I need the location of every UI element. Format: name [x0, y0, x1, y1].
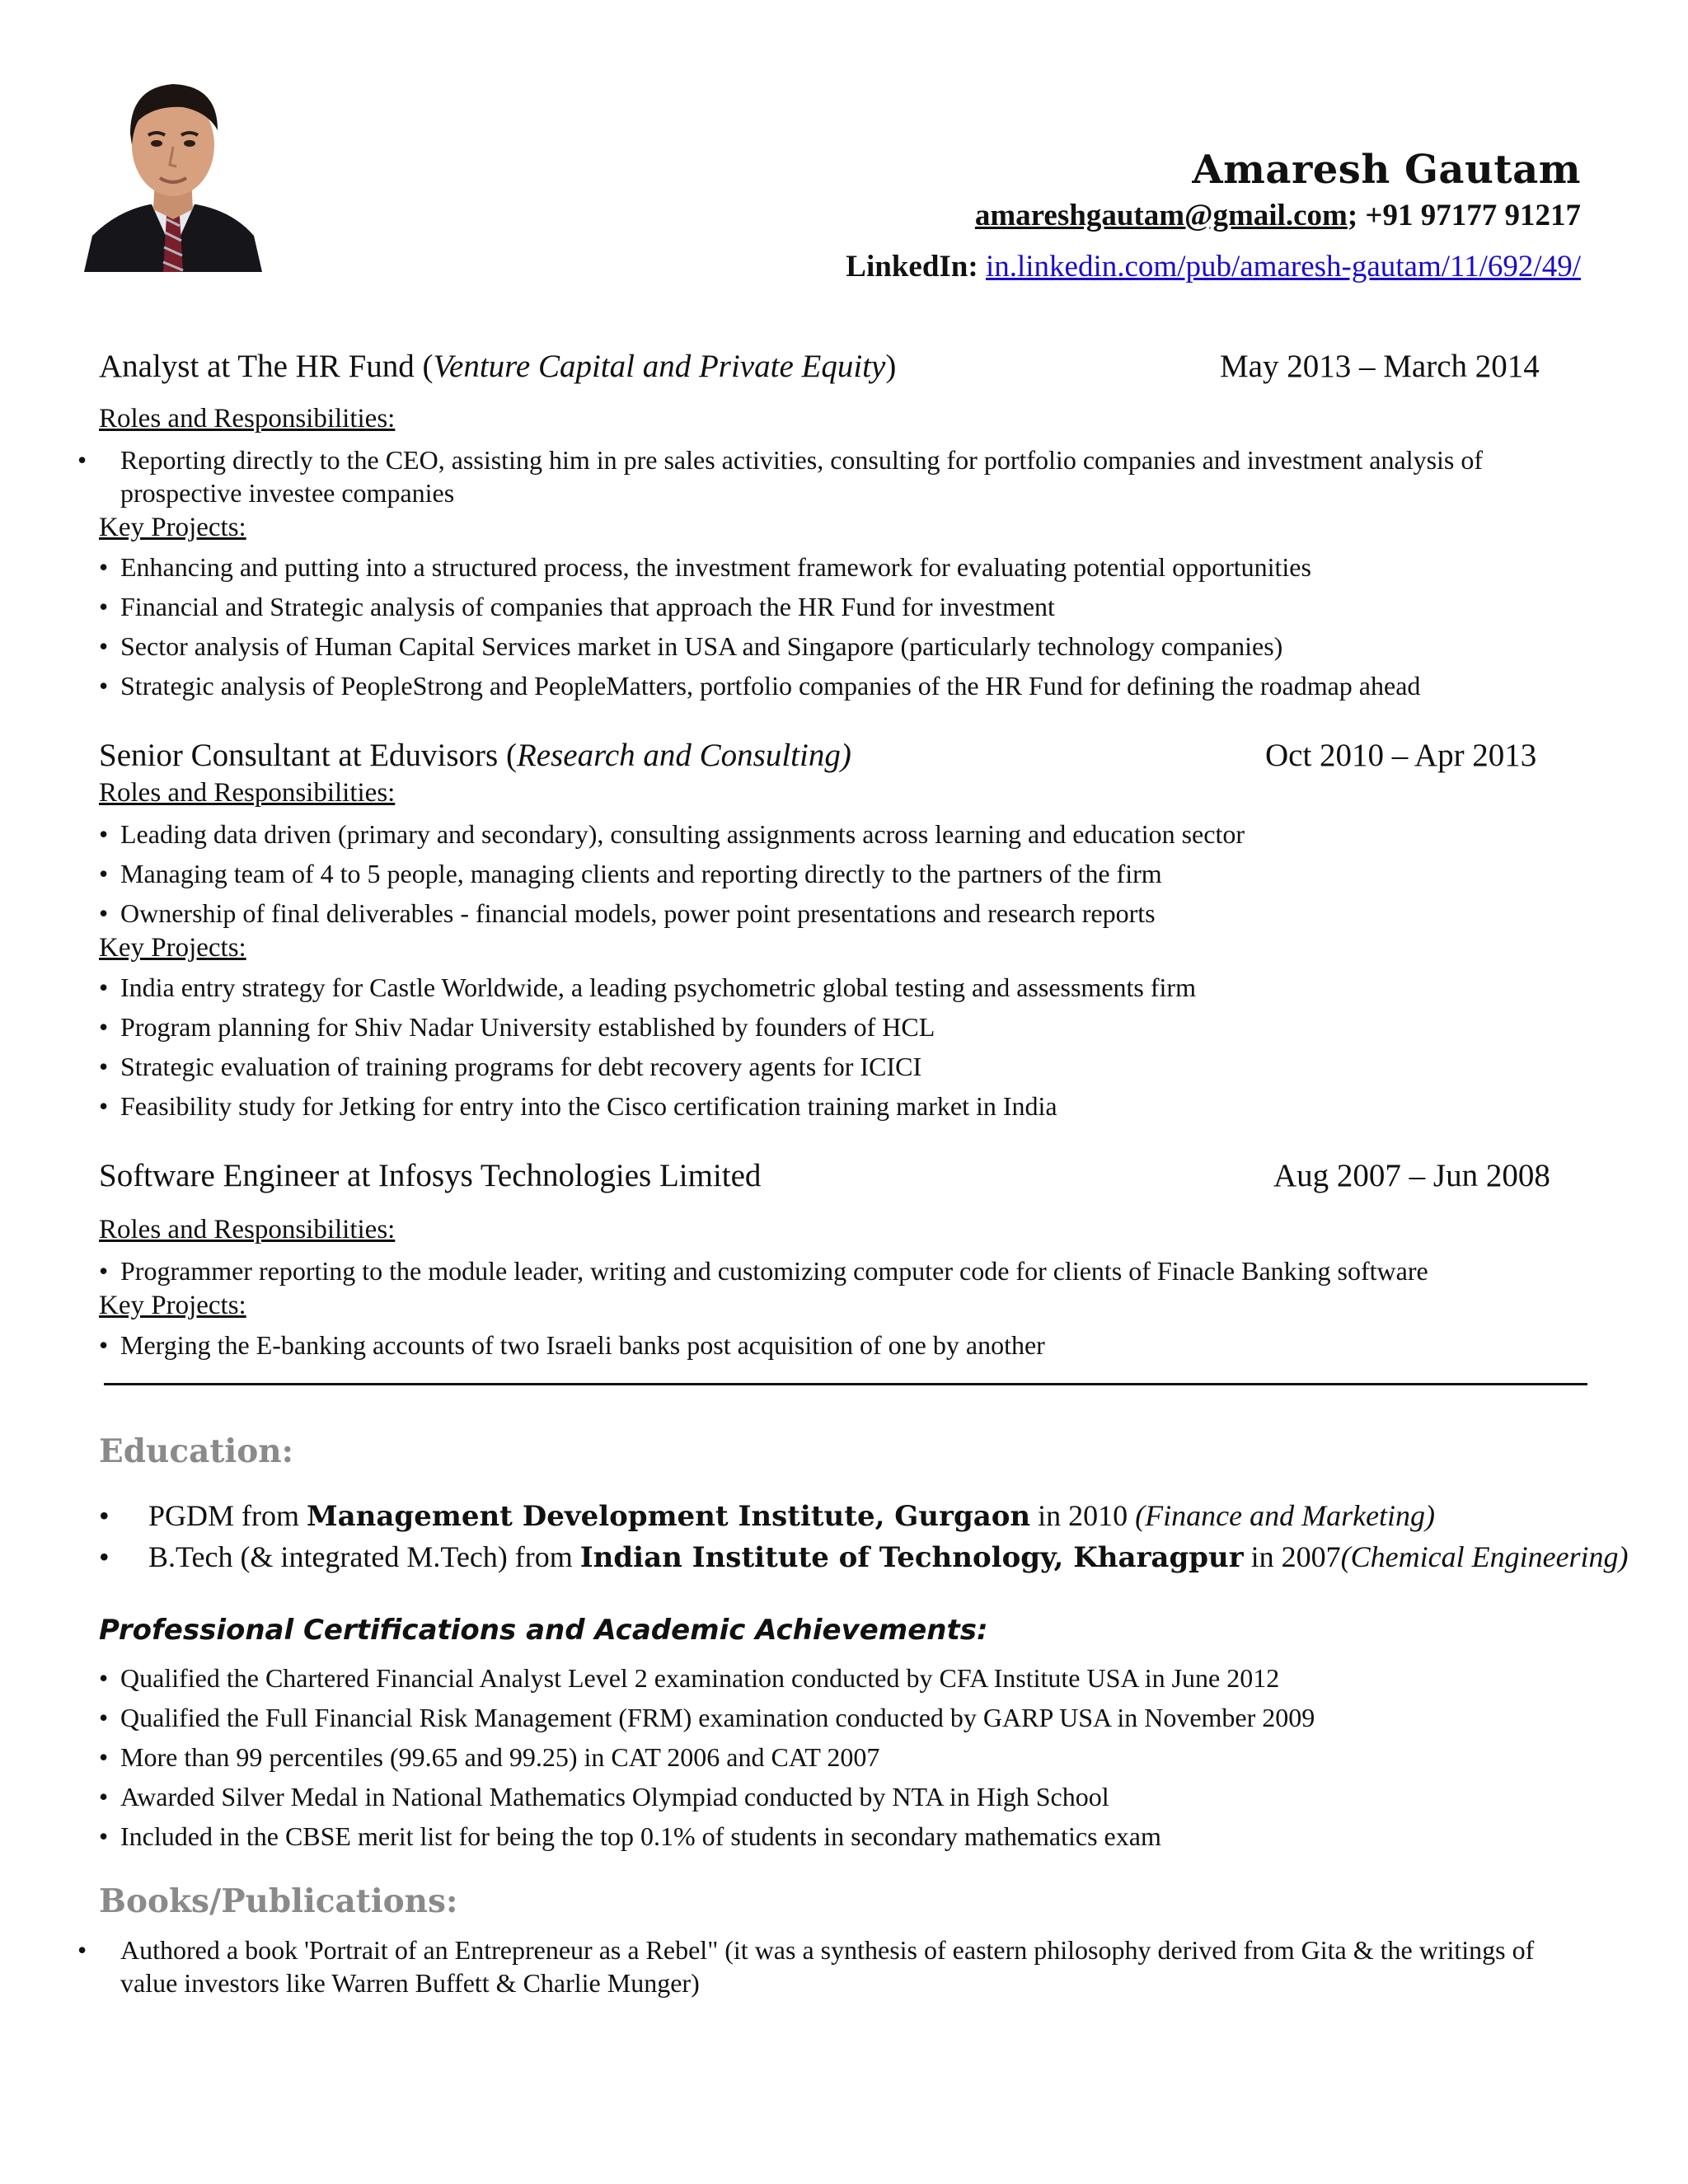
- phone-number: ; +91 97177 91217: [1347, 199, 1581, 232]
- list-item: • Included in the CBSE merit list for being the top 0.1% of students in secondary mathematics exam: [99, 1821, 1161, 1851]
- job-title: Software Engineer at Infosys Technologies Limited: [99, 1158, 762, 1193]
- job-title: Senior Consultant at Eduvisors (Research and Consulting): [99, 738, 851, 773]
- job-title: Analyst at The HR Fund (Venture Capital and Private Equity): [99, 349, 897, 384]
- roles-label: Roles and Responsibilities:: [99, 404, 396, 434]
- contact-line: [975, 198, 1581, 233]
- list-item: • Qualified the Chartered Financial Analyst Level 2 examination conducted by CFA Institute USA in June 2012: [99, 1663, 1280, 1693]
- linkedin-link[interactable]: in.linkedin.com/pub/amaresh-gautam/11/692/49/: [985, 250, 1581, 284]
- list-item: • Strategic evaluation of training programs for debt recovery agents for ICICI: [99, 1052, 922, 1081]
- list-item: • India entry strategy for Castle Worldwide, a leading psychometric global testing and assessments firm: [99, 972, 1196, 1002]
- list-item: • Enhancing and putting into a structured process, the investment framework for evaluating potential opportunities: [99, 552, 1311, 582]
- list-item: • Financial and Strategic analysis of companies that approach the HR Fund for investment: [99, 592, 1055, 621]
- list-item: • Ownership of final deliverables - financial models, power point presentations and research reports: [99, 898, 1156, 928]
- linkedin-label: LinkedIn:: [846, 250, 978, 284]
- email-link[interactable]: amareshgautam@gmail.com: [974, 199, 1348, 232]
- list-item: • Awarded Silver Medal in National Mathematics Olympiad conducted by NTA in High School: [99, 1782, 1109, 1811]
- list-item: • Managing team of 4 to 5 people, managing clients and reporting directly to the partners of the firm: [99, 859, 1162, 888]
- education-heading: Education:: [99, 1432, 293, 1470]
- list-item: • Sector analysis of Human Capital Services market in USA and Singapore (particularly technology companies): [99, 631, 1283, 661]
- list-item: • Feasibility study for Jetking for entry into the Cisco certification training market in India: [99, 1091, 1057, 1121]
- certifications-heading: Professional Certifications and Academic Achievements:: [99, 1614, 988, 1647]
- projects-label: Key Projects:: [99, 513, 246, 542]
- list-item: • Qualified the Full Financial Risk Management (FRM) examination conducted by GARP USA in November 2009: [99, 1703, 1315, 1732]
- list-item: • Reporting directly to the CEO, assisting him in pre sales activities, consulting for portfolio companies and investment analysis of prospective investee companies: [77, 445, 1484, 508]
- list-item: • Programmer reporting to the module leader, writing and customizing computer code for clients of Finacle Banking software: [99, 1256, 1428, 1286]
- list-item: • Program planning for Shiv Nadar University established by founders of HCL: [99, 1012, 935, 1042]
- education-item: • PGDM from Management Development Institute, Gurgaon in 2010 (Finance and Marketing): [99, 1499, 1436, 1533]
- profile-photo: [84, 54, 262, 272]
- projects-label: Key Projects:: [99, 1291, 246, 1320]
- education-item: • B.Tech (& integrated M.Tech) from Indian Institute of Technology, Kharagpur in 2007(Chemical Engineering): [99, 1540, 1629, 1574]
- list-item: • More than 99 percentiles (99.65 and 99.25) in CAT 2006 and CAT 2007: [99, 1742, 880, 1772]
- projects-label: Key Projects:: [99, 933, 246, 963]
- list-item: • Strategic analysis of PeopleStrong and PeopleMatters, portfolio companies of the HR Fund for defining the roadmap ahead: [99, 671, 1421, 701]
- list-item: • Merging the E-banking accounts of two Israeli banks post acquisition of one by another: [99, 1330, 1045, 1360]
- publications-heading: Books/Publications:: [99, 1882, 458, 1920]
- section-divider: [104, 1383, 1587, 1385]
- list-item: • Leading data driven (primary and secondary), consulting assignments across learning and education sector: [99, 819, 1245, 849]
- list-item: • Authored a book 'Portrait of an Entrepreneur as a Rebel" (it was a synthesis of eastern philosophy derived from Gita & the writings of value investors like Warren Buffett & Charlie Munger): [77, 1935, 1535, 1998]
- roles-label: Roles and Responsibilities:: [99, 778, 396, 808]
- job-dates: May 2013 – March 2014: [1220, 349, 1540, 384]
- linkedin-line: [846, 249, 1581, 284]
- job-dates: Oct 2010 – Apr 2013: [1265, 738, 1537, 773]
- candidate-name: Amaresh Gautam: [1192, 147, 1581, 193]
- roles-label: Roles and Responsibilities:: [99, 1215, 396, 1244]
- job-dates: Aug 2007 – Jun 2008: [1273, 1158, 1550, 1193]
